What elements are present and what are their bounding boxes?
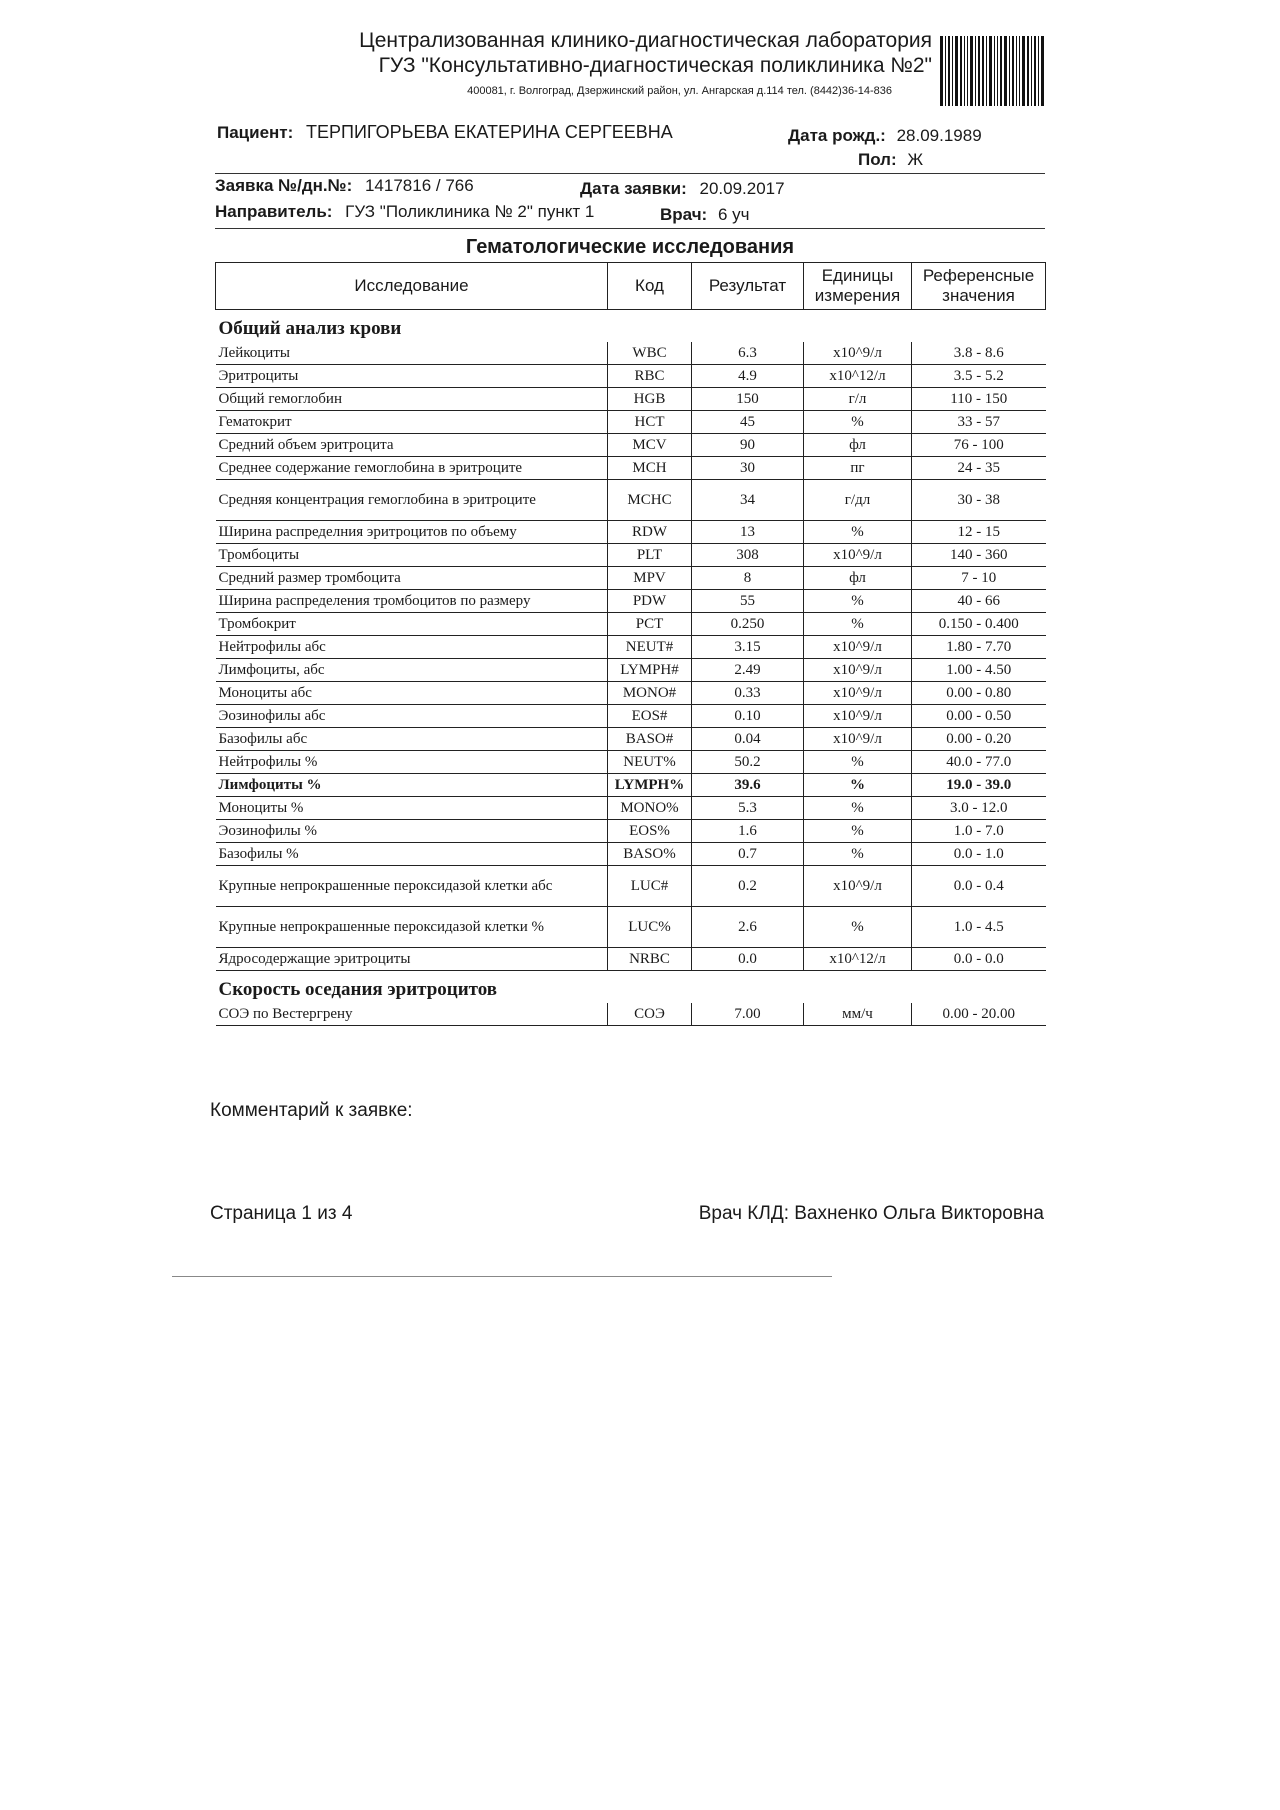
table-row [216,797,1046,820]
test-unit: % [804,590,912,613]
table-row [216,948,1046,971]
test-result: 2.49 [692,659,804,682]
doctor-row [660,205,750,225]
barcode-bar [1019,36,1020,106]
test-unit: % [804,774,912,797]
test-code: LUC% [608,907,692,948]
divider [215,228,1045,229]
test-result: 2.6 [692,907,804,948]
test-reference: 0.00 - 0.50 [912,705,1046,728]
lab-header [270,28,932,100]
test-reference: 3.8 - 8.6 [912,342,1046,365]
test-unit: x10^9/л [804,342,912,365]
test-code: HCT [608,411,692,434]
test-reference: 110 - 150 [912,388,1046,411]
test-reference: 3.0 - 12.0 [912,797,1046,820]
test-name: Ширина распределния эритроцитов по объему [216,521,608,544]
test-code: LUC# [608,866,692,907]
doctor-label: Врач: [660,205,708,224]
table-row [216,751,1046,774]
test-reference: 0.00 - 0.20 [912,728,1046,751]
test-result: 0.04 [692,728,804,751]
group-title: Скорость оседания эритроцитов [218,978,498,1000]
test-unit: % [804,613,912,636]
test-unit: % [804,751,912,774]
test-code: BASO% [608,843,692,866]
barcode-bar [994,36,995,106]
test-result: 90 [692,434,804,457]
test-unit: x10^9/л [804,544,912,567]
table-row [216,866,1046,907]
sex-label: Пол: [858,150,897,169]
barcode-bar [989,36,992,106]
barcode-bar [1012,36,1014,106]
test-name: Моноциты % [216,797,608,820]
table-row [216,682,1046,705]
table-row [216,907,1046,948]
barcode-bar [952,36,953,106]
test-name: Средняя концентрация гемоглобина в эритроците [216,480,608,521]
header-unit: Единицы измерения [804,263,912,310]
test-unit: % [804,843,912,866]
test-code: RDW [608,521,692,544]
barcode-bar [964,36,965,106]
test-name: Базофилы % [216,843,608,866]
test-name: Эозинофилы % [216,820,608,843]
test-unit: фл [804,567,912,590]
comment-label: Комментарий к заявке: [210,1100,413,1121]
test-code: MCV [608,434,692,457]
table-row [216,705,1046,728]
test-name: Эритроциты [216,365,608,388]
table-row [216,820,1046,843]
bottom-rule [172,1276,832,1277]
test-result: 4.9 [692,365,804,388]
test-unit: % [804,411,912,434]
test-name: Общий гемоглобин [216,388,608,411]
test-name: Нейтрофилы абс [216,636,608,659]
test-result: 34 [692,480,804,521]
test-result: 1.6 [692,820,804,843]
test-unit: x10^9/л [804,659,912,682]
table-row [216,365,1046,388]
test-reference: 76 - 100 [912,434,1046,457]
order-date-row [580,179,785,199]
test-code: MPV [608,567,692,590]
results-body [216,310,1046,1026]
test-code: RBC [608,365,692,388]
test-unit: фл [804,434,912,457]
results-table [215,262,1046,1026]
barcode-bar [1022,36,1025,106]
table-row [216,728,1046,751]
test-result: 13 [692,521,804,544]
test-name: Ширина распределения тромбоцитов по размеру [216,590,608,613]
lab-address: 400081, г. Волгоград, Дзержинский район, ул. Ангарская д.114 тел. (8442)36-14-836 [467,85,892,97]
test-unit: % [804,907,912,948]
barcode-bar [997,36,998,106]
test-name: Средний размер тромбоцита [216,567,608,590]
test-code: BASO# [608,728,692,751]
barcode-bar [986,36,987,106]
table-row [216,590,1046,613]
test-unit: % [804,797,912,820]
patient-name-row [217,122,673,143]
test-result: 0.2 [692,866,804,907]
barcode-bar [1000,36,1002,106]
barcode-bar [1027,36,1029,106]
test-reference: 0.0 - 0.0 [912,948,1046,971]
test-unit: % [804,521,912,544]
referrer-row [215,202,594,222]
test-unit: % [804,820,912,843]
header-code: Код [608,263,692,310]
test-code: WBC [608,342,692,365]
test-name: Эозинофилы абс [216,705,608,728]
group-header-row [216,971,1046,1004]
table-row [216,434,1046,457]
test-reference: 140 - 360 [912,544,1046,567]
test-unit: x10^9/л [804,682,912,705]
table-row [216,774,1046,797]
test-reference: 1.80 - 7.70 [912,636,1046,659]
test-unit: г/дл [804,480,912,521]
test-name: Крупные непрокрашенные пероксидазой клетки % [216,907,608,948]
order-number-row [215,176,474,196]
test-result: 0.7 [692,843,804,866]
order-number-label: Заявка №/дн.№: [215,176,353,195]
test-reference: 1.00 - 4.50 [912,659,1046,682]
table-row [216,659,1046,682]
test-result: 150 [692,388,804,411]
test-name: Гематокрит [216,411,608,434]
barcode-bar [940,36,943,106]
test-result: 7.00 [692,1003,804,1026]
test-code: NEUT# [608,636,692,659]
test-code: MONO# [608,682,692,705]
page-number: Страница 1 из 4 [210,1203,353,1224]
header-result: Результат [692,263,804,310]
test-result: 50.2 [692,751,804,774]
test-result: 0.0 [692,948,804,971]
order-number: 1417816 / 766 [364,176,474,195]
section-title: Гематологические исследования [465,236,795,258]
test-result: 3.15 [692,636,804,659]
test-code: PDW [608,590,692,613]
table-row [216,480,1046,521]
test-unit: x10^12/л [804,365,912,388]
test-name: Тромбокрит [216,613,608,636]
test-reference: 40 - 66 [912,590,1046,613]
test-result: 39.6 [692,774,804,797]
test-reference: 7 - 10 [912,567,1046,590]
test-result: 6.3 [692,342,804,365]
test-result: 45 [692,411,804,434]
table-row [216,411,1046,434]
barcode-bar [1034,36,1036,106]
barcode-bar [982,36,984,106]
barcode-bar [948,36,950,106]
test-name: Средний объем эритроцита [216,434,608,457]
test-name: Лимфоциты, абс [216,659,608,682]
test-reference: 30 - 38 [912,480,1046,521]
barcode-bar [967,36,968,106]
test-code: MCH [608,457,692,480]
test-result: 55 [692,590,804,613]
test-result: 30 [692,457,804,480]
header-reference: Референсные значения [912,263,1046,310]
test-reference: 40.0 - 77.0 [912,751,1046,774]
table-row [216,521,1046,544]
table-row [216,342,1046,365]
dob-value: 28.09.1989 [896,126,982,145]
barcode-bar [1004,36,1007,106]
test-name: Лейкоциты [216,342,608,365]
dob-row [788,126,982,146]
test-reference: 0.00 - 20.00 [912,1003,1046,1026]
divider [215,173,1045,174]
barcode-bar [945,36,946,106]
patient-name: ТЕРПИГОРЬЕВА ЕКАТЕРИНА СЕРГЕЕВНА [306,122,673,142]
barcode-bar [1041,36,1044,106]
barcode-bar [1016,36,1017,106]
order-date-label: Дата заявки: [580,179,687,198]
header-test: Исследование [216,263,608,310]
test-unit: мм/ч [804,1003,912,1026]
test-code: NRBC [608,948,692,971]
test-result: 0.250 [692,613,804,636]
test-code: HGB [608,388,692,411]
test-unit: пг [804,457,912,480]
test-reference: 19.0 - 39.0 [912,774,1046,797]
table-row [216,457,1046,480]
test-unit: г/л [804,388,912,411]
test-unit: x10^12/л [804,948,912,971]
test-name: Базофилы абс [216,728,608,751]
test-code: LYMPH# [608,659,692,682]
test-code: EOS% [608,820,692,843]
barcode-bar [978,36,980,106]
test-result: 8 [692,567,804,590]
sex-row [858,150,923,170]
order-date: 20.09.2017 [699,179,785,198]
barcode-bar [975,36,976,106]
dob-label: Дата рожд.: [788,126,886,145]
table-row [216,1003,1046,1026]
test-reference: 33 - 57 [912,411,1046,434]
test-reference: 3.5 - 5.2 [912,365,1046,388]
group-header-row [216,310,1046,343]
test-name: Моноциты абс [216,682,608,705]
clinic-name: ГУЗ "Консультативно-диагностическая поликлиника №2" [378,54,932,77]
table-row [216,613,1046,636]
test-code: PLT [608,544,692,567]
test-reference: 1.0 - 7.0 [912,820,1046,843]
barcode [940,36,1050,106]
test-reference: 1.0 - 4.5 [912,907,1046,948]
table-row [216,636,1046,659]
test-code: MCHC [608,480,692,521]
test-unit: x10^9/л [804,705,912,728]
test-code: PCT [608,613,692,636]
patient-name-label: Пациент: [217,123,294,142]
group-title: Общий анализ крови [218,317,402,339]
test-reference: 12 - 15 [912,521,1046,544]
test-code: MONO% [608,797,692,820]
test-name: Ядросодержащие эритроциты [216,948,608,971]
test-name: Лимфоциты % [216,774,608,797]
barcode-bar [960,36,962,106]
test-reference: 24 - 35 [912,457,1046,480]
test-name: Среднее содержание гемоглобина в эритроците [216,457,608,480]
test-reference: 0.150 - 0.400 [912,613,1046,636]
lab-name: Централизованная клинико-диагностическая лаборатория [359,29,932,52]
test-result: 0.10 [692,705,804,728]
barcode-bar [1009,36,1010,106]
test-code: СОЭ [608,1003,692,1026]
test-reference: 0.0 - 1.0 [912,843,1046,866]
doctor-value: 6 уч [717,205,750,224]
table-row [216,544,1046,567]
table-row [216,388,1046,411]
barcode-bar [970,36,973,106]
barcode-bar [955,36,958,106]
test-code: NEUT% [608,751,692,774]
test-reference: 0.0 - 0.4 [912,866,1046,907]
table-row [216,843,1046,866]
test-result: 5.3 [692,797,804,820]
referrer: ГУЗ "Поликлиника № 2" пункт 1 [345,202,595,221]
test-name: Крупные непрокрашенные пероксидазой клетки абс [216,866,608,907]
barcode-bar [1031,36,1032,106]
table-header-row [216,263,1046,310]
test-unit: x10^9/л [804,866,912,907]
test-reference: 0.00 - 0.80 [912,682,1046,705]
test-code: EOS# [608,705,692,728]
test-result: 0.33 [692,682,804,705]
table-row [216,567,1046,590]
test-unit: x10^9/л [804,636,912,659]
referrer-label: Направитель: [215,202,333,221]
test-unit: x10^9/л [804,728,912,751]
barcode-bar [1038,36,1039,106]
test-name: Тромбоциты [216,544,608,567]
test-name: Нейтрофилы % [216,751,608,774]
test-name: СОЭ по Вестергрену [216,1003,608,1026]
test-result: 308 [692,544,804,567]
test-code: LYMPH% [608,774,692,797]
signing-doctor: Врач КЛД: Вахненко Ольга Викторовна [698,1203,1044,1224]
sex-value: Ж [907,150,924,169]
